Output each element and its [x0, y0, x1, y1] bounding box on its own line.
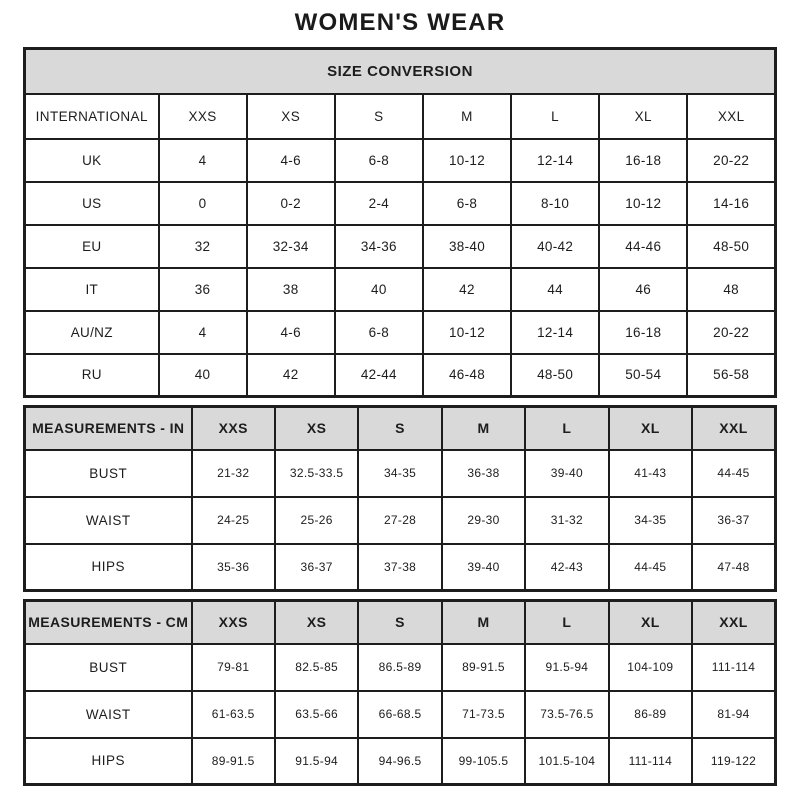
size-column-header: XL: [609, 601, 692, 644]
size-value-cell: 86-89: [609, 691, 692, 738]
table-row: [25, 311, 776, 354]
size-value-cell: 46: [599, 268, 687, 311]
size-value-cell: 27-28: [358, 497, 441, 544]
size-value-cell: 2-4: [335, 182, 423, 225]
size-column-header: L: [525, 407, 608, 450]
size-column-header: XXL: [692, 601, 775, 644]
table-row: [25, 691, 776, 738]
size-column-header: XS: [275, 407, 358, 450]
measurements-cm-header-row: [25, 601, 776, 644]
size-value-cell: 86.5-89: [358, 644, 441, 691]
table-row: [25, 268, 776, 311]
size-column-header: XXL: [692, 407, 775, 450]
table-row: [25, 738, 776, 785]
size-value-cell: 6-8: [335, 311, 423, 354]
size-value-cell: 21-32: [192, 450, 275, 497]
measurements-in-body: [25, 450, 776, 591]
size-conversion-body: [25, 139, 776, 397]
size-value-cell: 48-50: [511, 354, 599, 397]
page-title: WOMEN'S WEAR: [294, 9, 506, 36]
size-value-cell: 14-16: [687, 182, 775, 225]
row-label-cell: BUST: [25, 450, 192, 497]
row-label-cell: WAIST: [25, 691, 192, 738]
size-value-cell: 42-43: [525, 544, 608, 591]
size-value-cell: 44-45: [609, 544, 692, 591]
size-value-cell: 42: [423, 268, 511, 311]
size-value-cell: 24-25: [192, 497, 275, 544]
row-label-cell: HIPS: [25, 738, 192, 785]
size-value-cell: 111-114: [609, 738, 692, 785]
size-value-cell: 111-114: [692, 644, 775, 691]
size-value-cell: 36-37: [275, 544, 358, 591]
size-column-header: XXS: [192, 407, 275, 450]
row-header-cell: INTERNATIONAL: [25, 94, 159, 139]
size-value-cell: 32.5-33.5: [275, 450, 358, 497]
size-column-header: M: [423, 94, 511, 139]
size-value-cell: 40: [335, 268, 423, 311]
size-value-cell: 42: [247, 354, 335, 397]
row-label-cell: UK: [25, 139, 159, 182]
size-value-cell: 46-48: [423, 354, 511, 397]
size-value-cell: 81-94: [692, 691, 775, 738]
size-column-header: XL: [599, 94, 687, 139]
size-value-cell: 50-54: [599, 354, 687, 397]
size-value-cell: 6-8: [335, 139, 423, 182]
table-row: [25, 139, 776, 182]
size-column-header: XXS: [192, 601, 275, 644]
measurements-cm-table: [23, 599, 777, 786]
table-row: [25, 182, 776, 225]
table-row: [25, 497, 776, 544]
size-value-cell: 0: [159, 182, 247, 225]
size-conversion-table: [23, 47, 777, 398]
size-value-cell: 10-12: [599, 182, 687, 225]
size-value-cell: 32-34: [247, 225, 335, 268]
size-value-cell: 16-18: [599, 139, 687, 182]
size-value-cell: 48: [687, 268, 775, 311]
size-value-cell: 12-14: [511, 139, 599, 182]
table-row: [25, 354, 776, 397]
size-value-cell: 104-109: [609, 644, 692, 691]
size-value-cell: 61-63.5: [192, 691, 275, 738]
row-label-cell: BUST: [25, 644, 192, 691]
size-value-cell: 89-91.5: [442, 644, 525, 691]
size-value-cell: 39-40: [442, 544, 525, 591]
size-column-header: L: [511, 94, 599, 139]
size-column-header: XS: [275, 601, 358, 644]
size-value-cell: 0-2: [247, 182, 335, 225]
size-value-cell: 32: [159, 225, 247, 268]
size-column-header: L: [525, 601, 608, 644]
size-value-cell: 89-91.5: [192, 738, 275, 785]
size-value-cell: 91.5-94: [275, 738, 358, 785]
size-value-cell: 4-6: [247, 311, 335, 354]
size-conversion-column-header-row: [25, 94, 776, 139]
size-value-cell: 4-6: [247, 139, 335, 182]
size-value-cell: 12-14: [511, 311, 599, 354]
size-value-cell: 101.5-104: [525, 738, 608, 785]
size-value-cell: 44-46: [599, 225, 687, 268]
size-value-cell: 44: [511, 268, 599, 311]
size-value-cell: 20-22: [687, 311, 775, 354]
size-value-cell: 94-96.5: [358, 738, 441, 785]
size-value-cell: 10-12: [423, 311, 511, 354]
table-row: [25, 544, 776, 591]
row-label-cell: US: [25, 182, 159, 225]
size-value-cell: 6-8: [423, 182, 511, 225]
size-value-cell: 71-73.5: [442, 691, 525, 738]
row-label-cell: IT: [25, 268, 159, 311]
size-value-cell: 8-10: [511, 182, 599, 225]
table-row: [25, 225, 776, 268]
size-column-header: XL: [609, 407, 692, 450]
measurements-cm-body: [25, 644, 776, 785]
size-column-header: S: [335, 94, 423, 139]
size-value-cell: 36-38: [442, 450, 525, 497]
size-value-cell: 38: [247, 268, 335, 311]
size-value-cell: 66-68.5: [358, 691, 441, 738]
size-value-cell: 41-43: [609, 450, 692, 497]
size-value-cell: 38-40: [423, 225, 511, 268]
size-value-cell: 40: [159, 354, 247, 397]
size-conversion-title: SIZE CONVERSION: [25, 49, 776, 94]
size-value-cell: 36-37: [692, 497, 775, 544]
row-label-cell: WAIST: [25, 497, 192, 544]
size-column-header: M: [442, 407, 525, 450]
size-value-cell: 16-18: [599, 311, 687, 354]
size-value-cell: 47-48: [692, 544, 775, 591]
size-column-header: XXS: [159, 94, 247, 139]
size-value-cell: 10-12: [423, 139, 511, 182]
size-value-cell: 34-35: [358, 450, 441, 497]
size-value-cell: 79-81: [192, 644, 275, 691]
size-value-cell: 40-42: [511, 225, 599, 268]
size-value-cell: 35-36: [192, 544, 275, 591]
row-label-cell: RU: [25, 354, 159, 397]
size-value-cell: 4: [159, 139, 247, 182]
size-column-header: S: [358, 601, 441, 644]
size-value-cell: 39-40: [525, 450, 608, 497]
size-value-cell: 4: [159, 311, 247, 354]
size-value-cell: 63.5-66: [275, 691, 358, 738]
size-value-cell: 73.5-76.5: [525, 691, 608, 738]
size-value-cell: 82.5-85: [275, 644, 358, 691]
size-value-cell: 36: [159, 268, 247, 311]
size-value-cell: 20-22: [687, 139, 775, 182]
size-value-cell: 25-26: [275, 497, 358, 544]
table-row: [25, 644, 776, 691]
size-value-cell: 34-35: [609, 497, 692, 544]
size-value-cell: 31-32: [525, 497, 608, 544]
size-value-cell: 37-38: [358, 544, 441, 591]
row-label-cell: HIPS: [25, 544, 192, 591]
table-row: [25, 450, 776, 497]
size-value-cell: 99-105.5: [442, 738, 525, 785]
size-value-cell: 42-44: [335, 354, 423, 397]
size-value-cell: 29-30: [442, 497, 525, 544]
size-column-header: XS: [247, 94, 335, 139]
size-column-header: M: [442, 601, 525, 644]
row-label-cell: AU/NZ: [25, 311, 159, 354]
size-column-header: S: [358, 407, 441, 450]
size-value-cell: 119-122: [692, 738, 775, 785]
size-value-cell: 44-45: [692, 450, 775, 497]
row-label-cell: EU: [25, 225, 159, 268]
size-value-cell: 91.5-94: [525, 644, 608, 691]
measurements-in-header-row: [25, 407, 776, 450]
size-value-cell: 56-58: [687, 354, 775, 397]
size-conversion-title-row: [25, 49, 776, 94]
measurements-in-table: [23, 405, 777, 592]
size-column-header: XXL: [687, 94, 775, 139]
size-value-cell: 48-50: [687, 225, 775, 268]
row-header-cell: MEASUREMENTS - CM: [25, 601, 192, 644]
size-value-cell: 34-36: [335, 225, 423, 268]
row-header-cell: MEASUREMENTS - IN: [25, 407, 192, 450]
